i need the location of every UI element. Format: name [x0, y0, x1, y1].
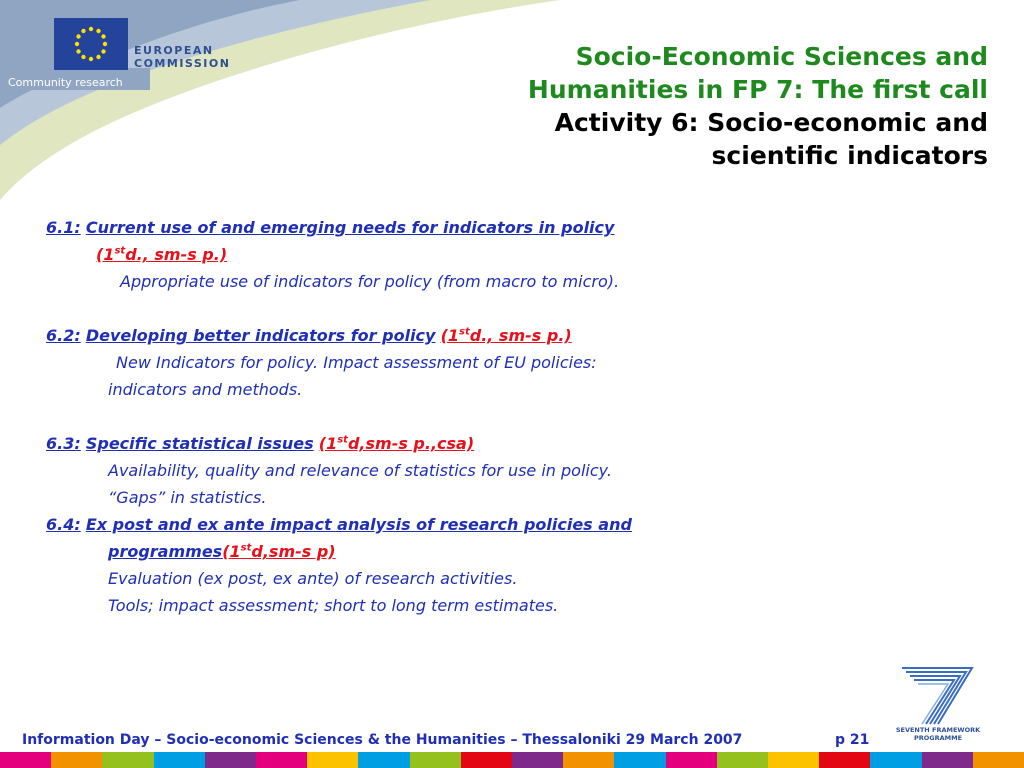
- stripe-segment: [922, 752, 973, 768]
- stripe-segment: [154, 752, 205, 768]
- item-6-1-heading: [46, 214, 846, 241]
- stripe-segment: [51, 752, 102, 768]
- org-line2: COMMISSION: [134, 57, 231, 70]
- item-number: 6.1:: [46, 218, 81, 237]
- item-6-4-desc2: Tools; impact assessment; short to long term estimates.: [108, 596, 559, 615]
- stripe-segment: [461, 752, 512, 768]
- stripe-segment: [563, 752, 614, 768]
- stripe-segment: [819, 752, 870, 768]
- item-6-4-desc1: Evaluation (ex post, ex ante) of research activities.: [108, 569, 518, 588]
- stripe-segment: [870, 752, 921, 768]
- call-tag: (1std,sm-s p): [222, 542, 336, 561]
- item-6-2-heading: [46, 322, 846, 349]
- stripe-segment: [717, 752, 768, 768]
- item-6-1-tag: [46, 241, 846, 268]
- item-heading: Developing better indicators for policy: [85, 326, 436, 345]
- stripe-segment: [102, 752, 153, 768]
- stripe-segment: [205, 752, 256, 768]
- color-stripe: [0, 752, 1024, 768]
- item-6-1-desc: Appropriate use of indicators for policy (from macro to micro).: [120, 272, 620, 291]
- item-6-4-heading-cont: [46, 538, 846, 565]
- stripe-segment: [358, 752, 409, 768]
- item-6-3-desc2: “Gaps” in statistics.: [108, 488, 267, 507]
- item-number: 6.4:: [46, 515, 81, 534]
- stripe-segment: [768, 752, 819, 768]
- footer-text: Information Day – Socio-economic Sciences & the Humanities – Thessaloniki 29 March 2007: [22, 732, 743, 748]
- call-tag: (1std,sm-s p.,csa): [318, 434, 475, 453]
- item-6-3-desc1: Availability, quality and relevance of statistics for use in policy.: [108, 461, 612, 480]
- item-number: 6.3:: [46, 434, 81, 453]
- call-tag: (1std., sm-s p.): [440, 326, 572, 345]
- stripe-segment: [410, 752, 461, 768]
- stripe-segment: [512, 752, 563, 768]
- org-line1: EUROPEAN: [134, 44, 214, 57]
- item-heading: Current use of and emerging needs for indicators in policy: [85, 218, 615, 237]
- fp7-caption: SEVENTH FRAMEWORK PROGRAMME: [895, 726, 981, 742]
- european-commission-label: [134, 44, 230, 70]
- item-6-2-desc2: indicators and methods.: [108, 380, 303, 399]
- call-tag: (1std., sm-s p.): [96, 245, 228, 264]
- slide-title: [348, 40, 988, 172]
- item-heading: Specific statistical issues: [85, 434, 314, 453]
- slide-content: [46, 214, 846, 619]
- title-line3: Activity 6: Socio-economic and: [554, 108, 988, 137]
- item-6-4-heading: [46, 511, 846, 538]
- title-line1: Socio-Economic Sciences and: [575, 42, 988, 71]
- fp7-logo: [892, 662, 988, 726]
- item-heading-cont: programmes: [108, 542, 223, 561]
- item-number: 6.2:: [46, 326, 81, 345]
- stripe-segment: [307, 752, 358, 768]
- stripe-segment: [666, 752, 717, 768]
- community-research-label: Community research: [8, 76, 123, 89]
- page-number: p 21: [835, 732, 870, 748]
- stripe-segment: [0, 752, 51, 768]
- item-6-3-heading: [46, 430, 846, 457]
- title-line2: Humanities in FP 7: The first call: [527, 75, 988, 104]
- item-heading: Ex post and ex ante impact analysis of research policies and: [85, 515, 632, 534]
- eu-flag-logo: [54, 18, 128, 70]
- stripe-segment: [614, 752, 665, 768]
- stripe-segment: [973, 752, 1024, 768]
- title-line4: scientific indicators: [711, 141, 988, 170]
- item-6-2-desc1: New Indicators for policy. Impact assessment of EU policies:: [116, 353, 597, 372]
- stripe-segment: [256, 752, 307, 768]
